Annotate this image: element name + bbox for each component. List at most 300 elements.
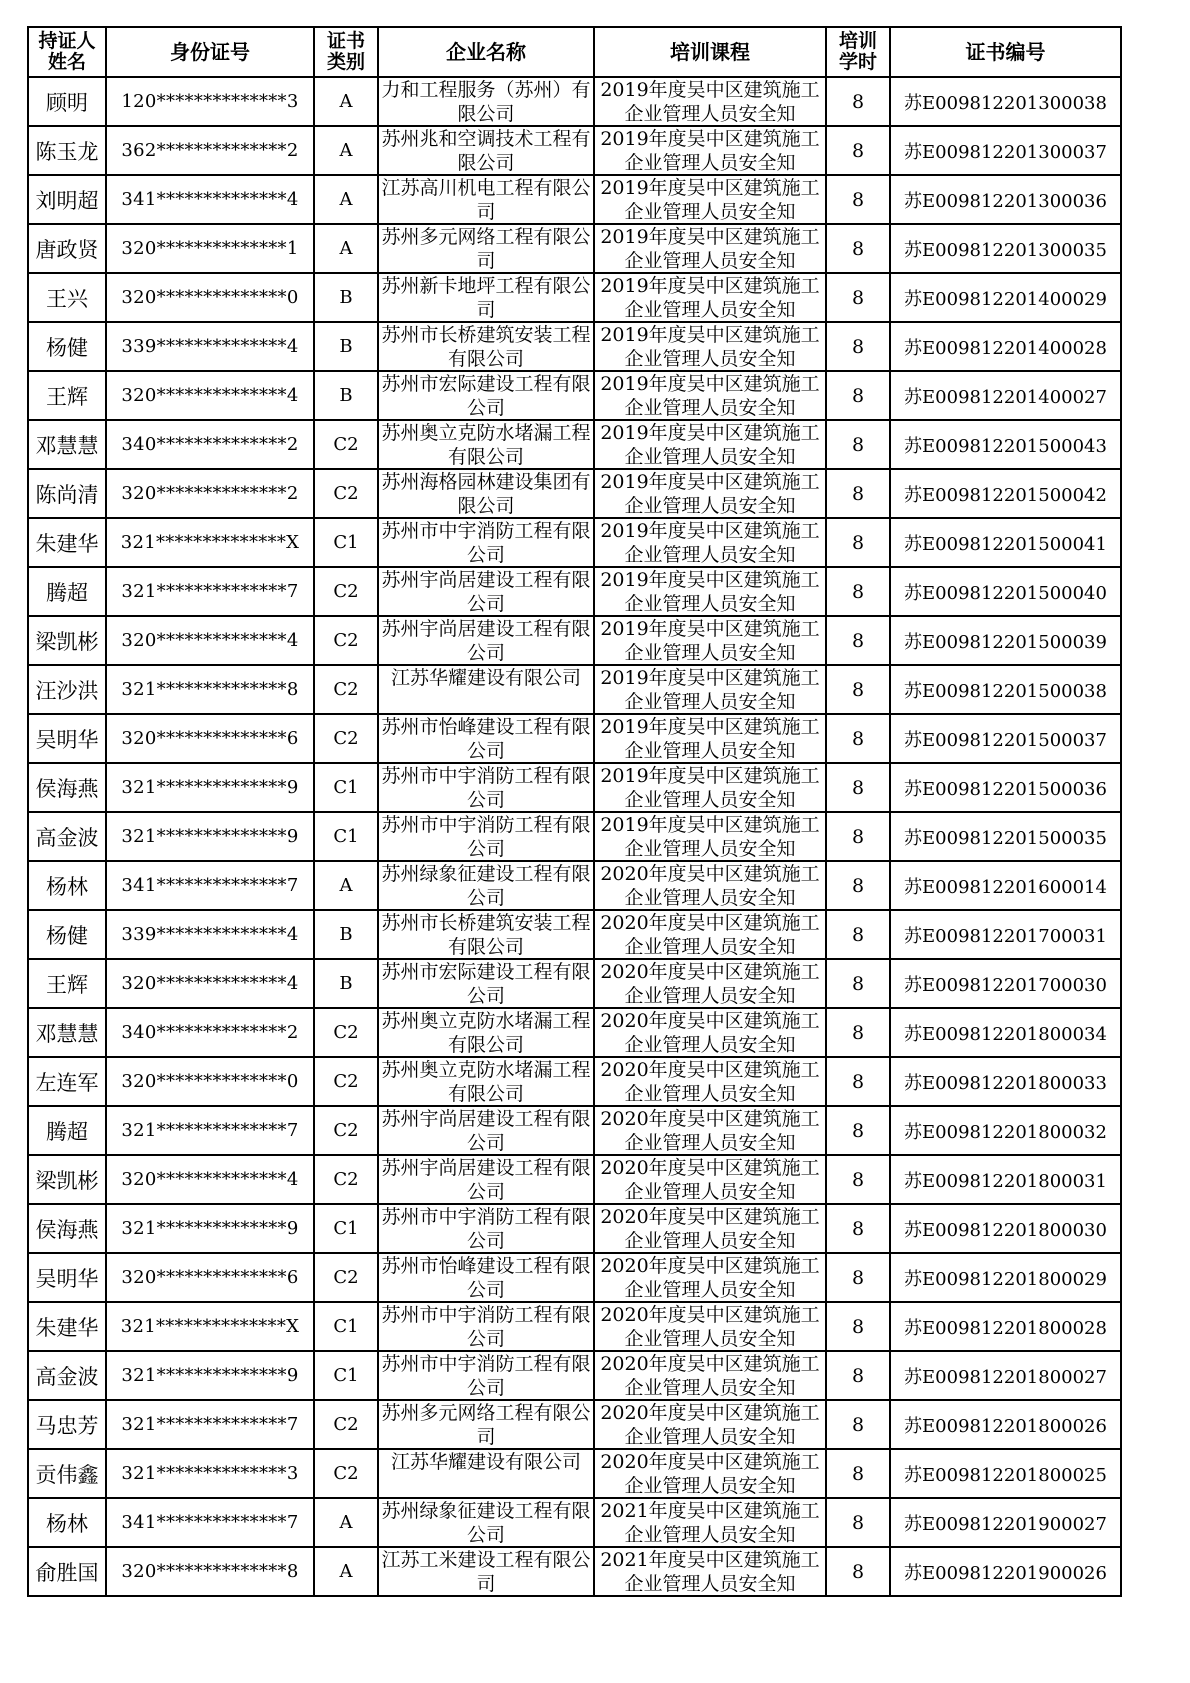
training-course-cell xyxy=(594,861,826,910)
company-name: 苏州市长桥建筑安装工程有限公司 xyxy=(381,912,591,958)
company-name-cell xyxy=(378,77,594,126)
company-name: 苏州海格园林建设集团有限公司 xyxy=(381,471,591,517)
company-name-cell xyxy=(378,322,594,371)
certificate-number-cell: 苏E009812201500040 xyxy=(890,567,1121,616)
holder-name-cell: 侯海燕 xyxy=(28,763,106,812)
company-name: 苏州市中宇消防工程有限公司 xyxy=(381,1304,591,1350)
company-name: 苏州市中宇消防工程有限公司 xyxy=(381,765,591,811)
training-course: 2020年度吴中区建筑施工企业管理人员安全知 xyxy=(600,1059,820,1105)
certificate-type-cell: C1 xyxy=(314,1204,378,1253)
header-certno: 证书编号 xyxy=(890,27,1121,77)
holder-name-cell: 杨林 xyxy=(28,861,106,910)
training-course: 2020年度吴中区建筑施工企业管理人员安全知 xyxy=(600,1108,820,1154)
training-course: 2019年度吴中区建筑施工企业管理人员安全知 xyxy=(600,324,820,370)
company-name: 苏州绿象征建设工程有限公司 xyxy=(381,863,591,909)
holder-name-cell: 刘明超 xyxy=(28,175,106,224)
training-course: 2019年度吴中区建筑施工企业管理人员安全知 xyxy=(600,569,820,615)
certificate-number-cell: 苏E009812201800029 xyxy=(890,1253,1121,1302)
company-name: 苏州市中宇消防工程有限公司 xyxy=(381,1206,591,1252)
certificate-type-cell: B xyxy=(314,371,378,420)
company-name-cell xyxy=(378,273,594,322)
h-type-text: 证书 类别 xyxy=(326,30,365,73)
certificate-number-cell: 苏E009812201500036 xyxy=(890,763,1121,812)
training-course: 2021年度吴中区建筑施工企业管理人员安全知 xyxy=(600,1549,820,1595)
id-number-cell: 320**************0 xyxy=(106,273,314,322)
training-course: 2019年度吴中区建筑施工企业管理人员安全知 xyxy=(600,373,820,419)
table-row xyxy=(28,1008,1121,1057)
company-name: 江苏华耀建设有限公司 xyxy=(390,667,581,689)
certificate-number-cell: 苏E009812201500041 xyxy=(890,518,1121,567)
training-course-cell xyxy=(594,1155,826,1204)
training-course: 2019年度吴中区建筑施工企业管理人员安全知 xyxy=(600,618,820,664)
training-hours-cell: 8 xyxy=(826,665,890,714)
company-name-cell xyxy=(378,1106,594,1155)
training-course: 2019年度吴中区建筑施工企业管理人员安全知 xyxy=(600,177,820,223)
certificate-type-cell: C2 xyxy=(314,567,378,616)
id-number-cell: 341**************7 xyxy=(106,861,314,910)
training-course-cell xyxy=(594,1302,826,1351)
id-number-cell: 321**************X xyxy=(106,1302,314,1351)
certificate-number-cell: 苏E009812201800031 xyxy=(890,1155,1121,1204)
training-hours-cell: 8 xyxy=(826,126,890,175)
company-name: 苏州市长桥建筑安装工程有限公司 xyxy=(381,324,591,370)
header-company: 企业名称 xyxy=(378,27,594,77)
certificate-type-cell: B xyxy=(314,322,378,371)
certificate-type-cell: C2 xyxy=(314,665,378,714)
company-name: 苏州市中宇消防工程有限公司 xyxy=(381,520,591,566)
training-course: 2019年度吴中区建筑施工企业管理人员安全知 xyxy=(600,667,820,713)
id-number-cell: 321**************9 xyxy=(106,1204,314,1253)
certificate-number-cell: 苏E009812201800034 xyxy=(890,1008,1121,1057)
certificate-number-cell: 苏E009812201700031 xyxy=(890,910,1121,959)
company-name-cell xyxy=(378,1351,594,1400)
holder-name-cell: 俞胜国 xyxy=(28,1547,106,1596)
table-row xyxy=(28,714,1121,763)
training-course-cell xyxy=(594,1106,826,1155)
training-hours-cell: 8 xyxy=(826,567,890,616)
company-name-cell xyxy=(378,1253,594,1302)
company-name-cell xyxy=(378,518,594,567)
certificate-number-cell: 苏E009812201500037 xyxy=(890,714,1121,763)
certificate-number-cell: 苏E009812201800030 xyxy=(890,1204,1121,1253)
id-number-cell: 321**************7 xyxy=(106,567,314,616)
id-number-cell: 340**************2 xyxy=(106,420,314,469)
training-course-cell xyxy=(594,175,826,224)
holder-name-cell: 梁凯彬 xyxy=(28,616,106,665)
table-row xyxy=(28,175,1121,224)
company-name: 苏州绿象征建设工程有限公司 xyxy=(381,1500,591,1546)
certificate-type-cell: B xyxy=(314,959,378,1008)
holder-name-cell: 吴明华 xyxy=(28,1253,106,1302)
id-number-cell: 320**************1 xyxy=(106,224,314,273)
holder-name-cell: 左连军 xyxy=(28,1057,106,1106)
table-row xyxy=(28,1498,1121,1547)
h-holder-text: 持证人 姓名 xyxy=(38,30,96,73)
certificate-number-cell: 苏E009812201500035 xyxy=(890,812,1121,861)
id-number-cell: 320**************4 xyxy=(106,1155,314,1204)
holder-name-cell: 陈尚清 xyxy=(28,469,106,518)
certificate-number-cell: 苏E009812201800032 xyxy=(890,1106,1121,1155)
training-course: 2019年度吴中区建筑施工企业管理人员安全知 xyxy=(600,128,820,174)
table-row xyxy=(28,1449,1121,1498)
company-name-cell xyxy=(378,469,594,518)
training-course: 2020年度吴中区建筑施工企业管理人员安全知 xyxy=(600,863,820,909)
training-hours-cell: 8 xyxy=(826,910,890,959)
table-row xyxy=(28,77,1121,126)
id-number-cell: 320**************4 xyxy=(106,616,314,665)
certificate-number-cell: 苏E009812201300038 xyxy=(890,77,1121,126)
id-number-cell: 321**************X xyxy=(106,518,314,567)
certificate-type-cell: C2 xyxy=(314,1155,378,1204)
company-name-cell xyxy=(378,1302,594,1351)
training-hours-cell: 8 xyxy=(826,1253,890,1302)
certificate-number-cell: 苏E009812201500039 xyxy=(890,616,1121,665)
company-name-cell xyxy=(378,665,594,714)
training-hours-cell: 8 xyxy=(826,763,890,812)
company-name-cell xyxy=(378,812,594,861)
certificate-type-cell: C2 xyxy=(314,1449,378,1498)
training-course: 2019年度吴中区建筑施工企业管理人员安全知 xyxy=(600,814,820,860)
certificate-type-cell: C1 xyxy=(314,518,378,567)
training-course-cell xyxy=(594,77,826,126)
training-course-cell xyxy=(594,1008,826,1057)
training-course-cell xyxy=(594,959,826,1008)
company-name-cell xyxy=(378,1008,594,1057)
company-name: 苏州兆和空调技术工程有限公司 xyxy=(381,128,591,174)
company-name-cell xyxy=(378,126,594,175)
table-row xyxy=(28,469,1121,518)
certificate-type-cell: C1 xyxy=(314,1302,378,1351)
company-name: 江苏华耀建设有限公司 xyxy=(390,1451,581,1473)
certificate-type-cell: A xyxy=(314,861,378,910)
certificate-type-cell: C2 xyxy=(314,469,378,518)
training-course: 2020年度吴中区建筑施工企业管理人员安全知 xyxy=(600,1304,820,1350)
training-hours-cell: 8 xyxy=(826,1351,890,1400)
holder-name-cell: 顾明 xyxy=(28,77,106,126)
header-hours xyxy=(826,27,890,77)
training-hours-cell: 8 xyxy=(826,812,890,861)
training-course: 2020年度吴中区建筑施工企业管理人员安全知 xyxy=(600,961,820,1007)
holder-name-cell: 朱建华 xyxy=(28,518,106,567)
company-name: 苏州市怡峰建设工程有限公司 xyxy=(381,1255,591,1301)
id-number-cell: 321**************9 xyxy=(106,1351,314,1400)
certificate-type-cell: A xyxy=(314,77,378,126)
certificate-number-cell: 苏E009812201800033 xyxy=(890,1057,1121,1106)
certificate-type-cell: A xyxy=(314,1498,378,1547)
company-name-cell xyxy=(378,714,594,763)
certificate-type-cell: A xyxy=(314,224,378,273)
certificate-type-cell: A xyxy=(314,126,378,175)
certificate-number-cell: 苏E009812201300035 xyxy=(890,224,1121,273)
company-name: 苏州市中宇消防工程有限公司 xyxy=(381,814,591,860)
training-course: 2020年度吴中区建筑施工企业管理人员安全知 xyxy=(600,912,820,958)
certificate-type-cell: B xyxy=(314,273,378,322)
training-course: 2019年度吴中区建筑施工企业管理人员安全知 xyxy=(600,765,820,811)
holder-name-cell: 马忠芳 xyxy=(28,1400,106,1449)
certificate-number-cell: 苏E009812201400028 xyxy=(890,322,1121,371)
header-type xyxy=(314,27,378,77)
company-name: 苏州市怡峰建设工程有限公司 xyxy=(381,716,591,762)
table-row xyxy=(28,959,1121,1008)
holder-name-cell: 高金波 xyxy=(28,1351,106,1400)
id-number-cell: 321**************9 xyxy=(106,763,314,812)
id-number-cell: 320**************6 xyxy=(106,714,314,763)
certificate-type-cell: C2 xyxy=(314,420,378,469)
certificate-type-cell: B xyxy=(314,910,378,959)
holder-name-cell: 汪沙洪 xyxy=(28,665,106,714)
training-course-cell xyxy=(594,1057,826,1106)
header-holder xyxy=(28,27,106,77)
training-hours-cell: 8 xyxy=(826,1106,890,1155)
training-course: 2019年度吴中区建筑施工企业管理人员安全知 xyxy=(600,226,820,272)
training-hours-cell: 8 xyxy=(826,420,890,469)
certificate-type-cell: C1 xyxy=(314,1351,378,1400)
company-name-cell xyxy=(378,420,594,469)
table-row xyxy=(28,616,1121,665)
holder-name-cell: 杨健 xyxy=(28,322,106,371)
company-name-cell xyxy=(378,1449,594,1498)
training-course: 2020年度吴中区建筑施工企业管理人员安全知 xyxy=(600,1451,820,1497)
table-row xyxy=(28,518,1121,567)
company-name: 苏州多元网络工程有限公司 xyxy=(381,1402,591,1448)
training-hours-cell: 8 xyxy=(826,518,890,567)
training-course-cell xyxy=(594,567,826,616)
holder-name-cell: 侯海燕 xyxy=(28,1204,106,1253)
holder-name-cell: 王辉 xyxy=(28,959,106,1008)
training-hours-cell: 8 xyxy=(826,322,890,371)
company-name-cell xyxy=(378,1057,594,1106)
training-course-cell xyxy=(594,910,826,959)
training-course: 2019年度吴中区建筑施工企业管理人员安全知 xyxy=(600,422,820,468)
holder-name-cell: 腾超 xyxy=(28,567,106,616)
header-id: 身份证号 xyxy=(106,27,314,77)
company-name: 苏州奥立克防水堵漏工程有限公司 xyxy=(381,422,591,468)
company-name: 苏州多元网络工程有限公司 xyxy=(381,226,591,272)
table-row xyxy=(28,322,1121,371)
training-course: 2019年度吴中区建筑施工企业管理人员安全知 xyxy=(600,520,820,566)
certificate-type-cell: C2 xyxy=(314,1253,378,1302)
company-name: 苏州市宏际建设工程有限公司 xyxy=(381,961,591,1007)
id-number-cell: 320**************8 xyxy=(106,1547,314,1596)
certificate-number-cell: 苏E009812201800027 xyxy=(890,1351,1121,1400)
training-course: 2019年度吴中区建筑施工企业管理人员安全知 xyxy=(600,716,820,762)
training-course: 2019年度吴中区建筑施工企业管理人员安全知 xyxy=(600,471,820,517)
table-row xyxy=(28,1204,1121,1253)
holder-name-cell: 高金波 xyxy=(28,812,106,861)
training-course-cell xyxy=(594,322,826,371)
table-row xyxy=(28,812,1121,861)
company-name: 苏州宇尚居建设工程有限公司 xyxy=(381,618,591,664)
training-course-cell xyxy=(594,1498,826,1547)
id-number-cell: 341**************4 xyxy=(106,175,314,224)
training-course-cell xyxy=(594,1449,826,1498)
training-course-cell xyxy=(594,224,826,273)
certificate-number-cell: 苏E009812201300036 xyxy=(890,175,1121,224)
holder-name-cell: 腾超 xyxy=(28,1106,106,1155)
table-row xyxy=(28,1057,1121,1106)
table-row xyxy=(28,861,1121,910)
company-name: 苏州奥立克防水堵漏工程有限公司 xyxy=(381,1059,591,1105)
company-name-cell xyxy=(378,567,594,616)
training-course-cell xyxy=(594,420,826,469)
id-number-cell: 320**************0 xyxy=(106,1057,314,1106)
table-row xyxy=(28,665,1121,714)
holder-name-cell: 吴明华 xyxy=(28,714,106,763)
id-number-cell: 320**************6 xyxy=(106,1253,314,1302)
certificate-type-cell: C2 xyxy=(314,1008,378,1057)
training-course: 2020年度吴中区建筑施工企业管理人员安全知 xyxy=(600,1353,820,1399)
company-name: 苏州新卡地坪工程有限公司 xyxy=(381,275,591,321)
certificate-number-cell: 苏E009812201300037 xyxy=(890,126,1121,175)
id-number-cell: 341**************7 xyxy=(106,1498,314,1547)
company-name: 苏州奥立克防水堵漏工程有限公司 xyxy=(381,1010,591,1056)
certificate-type-cell: C2 xyxy=(314,1106,378,1155)
holder-name-cell: 王辉 xyxy=(28,371,106,420)
holder-name-cell: 王兴 xyxy=(28,273,106,322)
training-course-cell xyxy=(594,1351,826,1400)
id-number-cell: 321**************9 xyxy=(106,812,314,861)
company-name: 苏州宇尚居建设工程有限公司 xyxy=(381,1108,591,1154)
id-number-cell: 362**************2 xyxy=(106,126,314,175)
holder-name-cell: 杨林 xyxy=(28,1498,106,1547)
training-hours-cell: 8 xyxy=(826,1008,890,1057)
table-row xyxy=(28,1302,1121,1351)
certificate-number-cell: 苏E009812201800026 xyxy=(890,1400,1121,1449)
training-course: 2020年度吴中区建筑施工企业管理人员安全知 xyxy=(600,1157,820,1203)
certificate-number-cell: 苏E009812201900027 xyxy=(890,1498,1121,1547)
certificate-number-cell: 苏E009812201800025 xyxy=(890,1449,1121,1498)
certificate-number-cell: 苏E009812201800028 xyxy=(890,1302,1121,1351)
company-name-cell xyxy=(378,959,594,1008)
company-name-cell xyxy=(378,1155,594,1204)
training-hours-cell: 8 xyxy=(826,77,890,126)
company-name-cell xyxy=(378,175,594,224)
id-number-cell: 320**************4 xyxy=(106,371,314,420)
company-name: 力和工程服务（苏州）有限公司 xyxy=(381,79,591,125)
certificate-type-cell: C1 xyxy=(314,763,378,812)
company-name-cell xyxy=(378,224,594,273)
certificate-type-cell: C2 xyxy=(314,1057,378,1106)
company-name-cell xyxy=(378,1547,594,1596)
training-hours-cell: 8 xyxy=(826,371,890,420)
training-course-cell xyxy=(594,1547,826,1596)
training-hours-cell: 8 xyxy=(826,616,890,665)
training-course-cell xyxy=(594,763,826,812)
training-hours-cell: 8 xyxy=(826,1547,890,1596)
table-row xyxy=(28,763,1121,812)
id-number-cell: 321**************3 xyxy=(106,1449,314,1498)
company-name-cell xyxy=(378,1204,594,1253)
training-hours-cell: 8 xyxy=(826,1057,890,1106)
training-course: 2021年度吴中区建筑施工企业管理人员安全知 xyxy=(600,1500,820,1546)
certificate-type-cell: A xyxy=(314,175,378,224)
training-course-cell xyxy=(594,126,826,175)
certificate-table xyxy=(27,26,1122,1597)
training-hours-cell: 8 xyxy=(826,714,890,763)
certificate-number-cell: 苏E009812201500038 xyxy=(890,665,1121,714)
training-course-cell xyxy=(594,616,826,665)
training-hours-cell: 8 xyxy=(826,1155,890,1204)
certificate-number-cell: 苏E009812201500042 xyxy=(890,469,1121,518)
training-course: 2020年度吴中区建筑施工企业管理人员安全知 xyxy=(600,1206,820,1252)
training-course-cell xyxy=(594,518,826,567)
company-name-cell xyxy=(378,763,594,812)
table-row xyxy=(28,126,1121,175)
training-hours-cell: 8 xyxy=(826,224,890,273)
table-row xyxy=(28,224,1121,273)
training-hours-cell: 8 xyxy=(826,1400,890,1449)
company-name-cell xyxy=(378,371,594,420)
company-name: 江苏高川机电工程有限公司 xyxy=(381,177,591,223)
certificate-type-cell: C2 xyxy=(314,1400,378,1449)
certificate-type-cell: C1 xyxy=(314,812,378,861)
training-hours-cell: 8 xyxy=(826,959,890,1008)
training-hours-cell: 8 xyxy=(826,175,890,224)
training-course-cell xyxy=(594,469,826,518)
training-hours-cell: 8 xyxy=(826,1204,890,1253)
certificate-type-cell: C2 xyxy=(314,616,378,665)
training-hours-cell: 8 xyxy=(826,469,890,518)
company-name-cell xyxy=(378,861,594,910)
training-course-cell xyxy=(594,714,826,763)
certificate-number-cell: 苏E009812201500043 xyxy=(890,420,1121,469)
id-number-cell: 120**************3 xyxy=(106,77,314,126)
id-number-cell: 321**************7 xyxy=(106,1106,314,1155)
company-name-cell xyxy=(378,616,594,665)
training-course-cell xyxy=(594,1204,826,1253)
table-row xyxy=(28,371,1121,420)
company-name: 苏州宇尚居建设工程有限公司 xyxy=(381,569,591,615)
table-row xyxy=(28,1400,1121,1449)
company-name: 苏州市中宇消防工程有限公司 xyxy=(381,1353,591,1399)
id-number-cell: 320**************4 xyxy=(106,959,314,1008)
company-name: 苏州宇尚居建设工程有限公司 xyxy=(381,1157,591,1203)
training-hours-cell: 8 xyxy=(826,273,890,322)
holder-name-cell: 陈玉龙 xyxy=(28,126,106,175)
id-number-cell: 339**************4 xyxy=(106,910,314,959)
table-row xyxy=(28,1351,1121,1400)
holder-name-cell: 朱建华 xyxy=(28,1302,106,1351)
table-row xyxy=(28,1106,1121,1155)
holder-name-cell: 邓慧慧 xyxy=(28,420,106,469)
training-hours-cell: 8 xyxy=(826,1302,890,1351)
training-course: 2020年度吴中区建筑施工企业管理人员安全知 xyxy=(600,1402,820,1448)
training-course-cell xyxy=(594,273,826,322)
id-number-cell: 340**************2 xyxy=(106,1008,314,1057)
training-course-cell xyxy=(594,812,826,861)
training-hours-cell: 8 xyxy=(826,1449,890,1498)
table-row xyxy=(28,1155,1121,1204)
training-hours-cell: 8 xyxy=(826,861,890,910)
table-row xyxy=(28,567,1121,616)
training-course: 2019年度吴中区建筑施工企业管理人员安全知 xyxy=(600,275,820,321)
holder-name-cell: 唐政贤 xyxy=(28,224,106,273)
table-row xyxy=(28,1547,1121,1596)
training-course-cell xyxy=(594,371,826,420)
id-number-cell: 321**************8 xyxy=(106,665,314,714)
certificate-type-cell: A xyxy=(314,1547,378,1596)
certificate-number-cell: 苏E009812201700030 xyxy=(890,959,1121,1008)
training-course: 2020年度吴中区建筑施工企业管理人员安全知 xyxy=(600,1255,820,1301)
company-name: 江苏工米建设工程有限公司 xyxy=(381,1549,591,1595)
header-course: 培训课程 xyxy=(594,27,826,77)
certificate-number-cell: 苏E009812201400027 xyxy=(890,371,1121,420)
holder-name-cell: 邓慧慧 xyxy=(28,1008,106,1057)
training-course-cell xyxy=(594,1400,826,1449)
table-row xyxy=(28,420,1121,469)
certificate-number-cell: 苏E009812201400029 xyxy=(890,273,1121,322)
holder-name-cell: 梁凯彬 xyxy=(28,1155,106,1204)
